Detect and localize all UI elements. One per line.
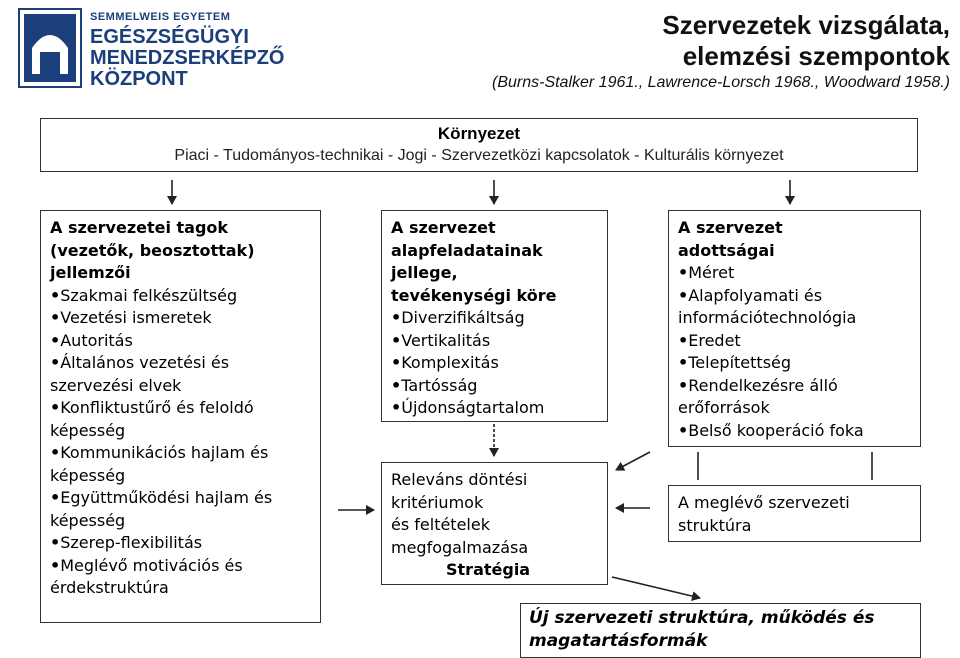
list-item-text: Meglévő motivációs és érdekstruktúra bbox=[50, 555, 243, 597]
environment-items: Piaci - Tudományos-technikai - Jogi - Szervezetközi kapcsolatok - Kulturális környezet bbox=[174, 147, 784, 164]
list-item bbox=[50, 307, 312, 330]
list-item-text: Autoritás bbox=[60, 330, 133, 350]
bullet-icon: • bbox=[50, 330, 61, 350]
title-line-1: Szervezetek vizsgálata, bbox=[662, 10, 950, 40]
bullet-icon: • bbox=[678, 375, 689, 395]
list-item bbox=[391, 307, 599, 330]
list-item bbox=[50, 285, 312, 308]
list-item bbox=[678, 330, 912, 353]
core-tasks-box bbox=[381, 210, 608, 422]
list-item bbox=[678, 420, 912, 443]
bullet-list bbox=[50, 285, 312, 600]
heading-line: A szervezet bbox=[391, 218, 496, 237]
structure-line: A meglévő szervezeti bbox=[678, 493, 850, 512]
logo-text-line-3: MENEDZSERKÉPZŐ bbox=[90, 47, 285, 69]
list-item bbox=[678, 352, 912, 375]
list-item bbox=[50, 487, 312, 532]
criteria-line: kritériumok bbox=[391, 492, 484, 512]
bullet-icon: • bbox=[678, 353, 689, 372]
list-item-text: Általános vezetési és szervezési elvek bbox=[50, 353, 230, 395]
environment-box bbox=[40, 118, 918, 172]
heading-line: (vezetők, beosztottak) bbox=[50, 240, 255, 260]
list-item bbox=[50, 442, 312, 487]
institution-logo bbox=[18, 8, 285, 90]
list-item-text: Diverzifikáltság bbox=[401, 308, 525, 327]
list-item bbox=[50, 555, 312, 600]
page-title bbox=[662, 10, 950, 72]
box-heading bbox=[50, 217, 312, 285]
title-line-2: elemzési szempontok bbox=[682, 41, 950, 71]
list-item bbox=[50, 352, 312, 397]
heading-line: A szervezet bbox=[678, 218, 783, 237]
criteria-line: Releváns döntési bbox=[391, 470, 528, 489]
new-structure-box bbox=[520, 603, 921, 658]
heading-line: A szervezetei tagok bbox=[50, 218, 229, 237]
list-item bbox=[678, 375, 912, 420]
bullet-icon: • bbox=[50, 533, 61, 552]
bullet-icon: • bbox=[678, 420, 689, 440]
bullet-icon: • bbox=[50, 555, 61, 575]
bullet-icon: • bbox=[391, 330, 402, 350]
list-item-text: Együttműködési hajlam és képesség bbox=[50, 488, 273, 530]
environment-title: Környezet bbox=[437, 124, 521, 143]
heading-line: adottságai bbox=[678, 240, 775, 260]
arrow-criteria-to-new bbox=[612, 577, 700, 598]
list-item bbox=[678, 262, 912, 285]
decision-criteria-box bbox=[381, 462, 608, 585]
arrow-right-to-criteria bbox=[616, 452, 650, 470]
bullet-list bbox=[678, 262, 912, 442]
list-item-text: Tartósság bbox=[401, 375, 478, 395]
criteria-line: megfogalmazása bbox=[391, 537, 529, 557]
members-characteristics-box bbox=[40, 210, 321, 623]
bullet-icon: • bbox=[50, 285, 61, 305]
list-item-text: Vertikalitás bbox=[401, 330, 491, 350]
bullet-icon: • bbox=[50, 398, 61, 417]
bullet-icon: • bbox=[50, 308, 61, 327]
box-heading bbox=[678, 217, 912, 262]
list-item bbox=[50, 330, 312, 353]
box-heading bbox=[391, 217, 599, 307]
bullet-icon: • bbox=[50, 443, 61, 462]
list-item bbox=[391, 352, 599, 375]
heading-line: tevékenységi köre bbox=[391, 285, 557, 305]
heading-line: alapfeladatainak bbox=[391, 240, 543, 260]
list-item-text: Kommunikációs hajlam és képesség bbox=[50, 443, 269, 485]
new-structure-line: Új szervezeti struktúra, működés és bbox=[529, 608, 875, 628]
list-item-text: Vezetési ismeretek bbox=[60, 308, 212, 327]
list-item bbox=[391, 375, 599, 398]
bullet-icon: • bbox=[678, 285, 689, 305]
page-subtitle: (Burns-Stalker 1961., Lawrence-Lorsch 1968., Woodward 1958.) bbox=[491, 74, 950, 91]
logo-text-line-4: KÖZPONT bbox=[90, 68, 188, 90]
bullet-icon: • bbox=[678, 263, 689, 282]
list-item-text: Belső kooperáció foka bbox=[688, 420, 864, 440]
list-item-text: Újdonságtartalom bbox=[401, 398, 545, 417]
list-item bbox=[50, 532, 312, 555]
organization-attributes-box bbox=[668, 210, 921, 447]
list-item bbox=[50, 397, 312, 442]
bullet-icon: • bbox=[391, 398, 402, 417]
bullet-icon: • bbox=[391, 353, 402, 372]
list-item-text: Rendelkezésre álló erőforrások bbox=[678, 375, 838, 417]
list-item bbox=[391, 330, 599, 353]
list-item-text: Alapfolyamati és információtechnológia bbox=[678, 285, 857, 327]
criteria-line: és feltételek bbox=[391, 515, 490, 534]
logo-text-line-2: EGÉSZSÉGÜGYI bbox=[90, 26, 249, 48]
strategy-label: Stratégia bbox=[446, 560, 531, 579]
list-item-text: Konfliktustűrő és feloldó képesség bbox=[50, 398, 254, 440]
list-item-text: Méret bbox=[688, 263, 735, 282]
list-item-text: Telepítettség bbox=[688, 353, 792, 372]
logo-emblem-icon bbox=[18, 8, 82, 88]
list-item-text: Szakmai felkészültség bbox=[60, 285, 238, 305]
list-item-text: Komplexitás bbox=[401, 353, 499, 372]
list-item bbox=[678, 285, 912, 330]
heading-line: jellemzői bbox=[50, 263, 131, 282]
bullet-icon: • bbox=[391, 308, 402, 327]
list-item-text: Szerep-flexibilitás bbox=[60, 533, 203, 552]
new-structure-line: magatartásformák bbox=[529, 631, 708, 651]
bullet-icon: • bbox=[391, 375, 402, 395]
structure-line: struktúra bbox=[678, 515, 752, 535]
bullet-icon: • bbox=[678, 330, 689, 350]
list-item-text: Eredet bbox=[688, 330, 741, 350]
bullet-icon: • bbox=[50, 353, 61, 372]
heading-line: jellege, bbox=[391, 263, 458, 282]
logo-text-line-1: SEMMELWEIS EGYETEM bbox=[90, 11, 231, 23]
bullet-list bbox=[391, 307, 599, 420]
list-item bbox=[391, 397, 599, 420]
bullet-icon: • bbox=[50, 488, 61, 507]
existing-structure-box bbox=[668, 485, 921, 542]
